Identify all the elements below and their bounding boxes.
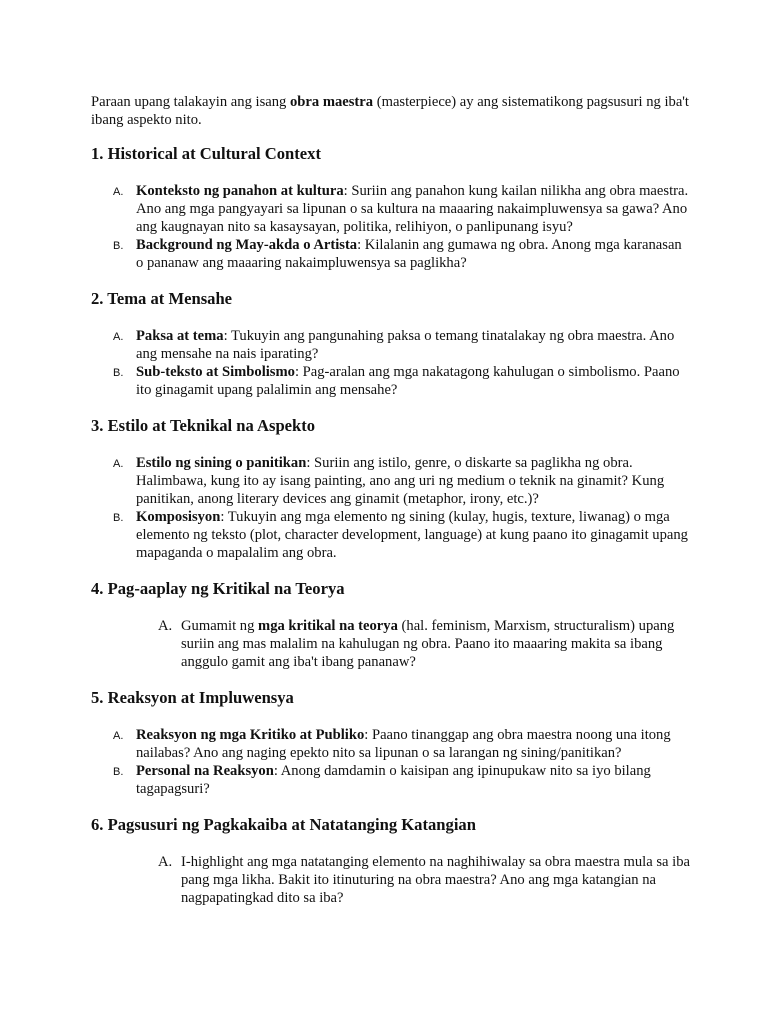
list-item-text: Komposisyon: Tukuyin ang mga elemento ng sining (kulay, hugis, texture, liwanag) o mga elemento ng teksto (plot, character development, language) at kung paano ito ginagamit upang mapaganda o mapalalim ang obra. [136, 509, 688, 561]
list-marker: A. [158, 618, 173, 634]
section-list [91, 853, 691, 907]
list-item-bold-term: Paksa at tema [136, 328, 224, 344]
section-list [91, 327, 691, 399]
list-marker: A. [113, 186, 124, 198]
section-heading: 5. Reaksyon at Impluwensya [91, 688, 294, 707]
list-item-text: Estilo ng sining o panitikan: Suriin ang istilo, genre, o diskarte sa paglikha ng obra. Halimbawa, kung ito ay isang painting, ano ang uri ng medium o teknik na ginamit? Kung panitikan, anong literary devices ang ginamit (metaphor, irony, etc.)? [136, 455, 665, 507]
list-marker: A. [113, 458, 124, 470]
list-marker: A. [113, 331, 124, 343]
list-item-bold-term: Komposisyon [136, 509, 221, 525]
section-list [91, 454, 691, 562]
list-item-text: Paksa at tema: Tukuyin ang pangunahing paksa o temang tinatalakay ng obra maestra. Ano ang mensahe na nais iparating? [136, 328, 675, 362]
list-item-bold-term: Reaksyon ng mga Kritiko at Publiko [136, 727, 365, 743]
list-item [91, 617, 691, 671]
list-item [91, 508, 691, 562]
section-list [91, 182, 691, 272]
list-item [91, 182, 691, 236]
list-item-bold-term: Estilo ng sining o panitikan [136, 455, 307, 471]
list-item [91, 454, 691, 508]
list-item-text: Gumamit ng mga kritikal na teorya (hal. feminism, Marxism, structuralism) upang suriin ang mas malalim na kahulugan ng obra. Paano ito maaaring makita sa ibang anggulo gamit ang iba't ibang pananaw? [181, 618, 675, 670]
list-item-text: Reaksyon ng mga Kritiko at Publiko: Paano tinanggap ang obra maestra noong una itong nailabas? Ano ang naging epekto nito sa lipunan o sa larangan ng sining/panitikan? [136, 727, 671, 761]
list-marker: B. [113, 512, 124, 524]
list-item-bold-term: Personal na Reaksyon [136, 763, 274, 779]
list-item-text: I-highlight ang mga natatanging elemento na naghihiwalay sa obra maestra mula sa iba pang mga likha. Bakit ito itinuturing na obra maestra? Ano ang mga katangian na nagpapatingkad dito sa iba? [181, 854, 690, 906]
section-heading: 4. Pag-aaplay ng Kritikal na Teorya [91, 579, 345, 598]
list-item-bold-term: mga kritikal na teorya [258, 618, 398, 634]
document-body [91, 93, 691, 924]
list-item [91, 236, 691, 272]
list-item [91, 363, 691, 399]
intro-text: Paraan upang talakayin ang isang [91, 94, 290, 110]
sections-container [91, 144, 691, 907]
intro-bold-term: obra maestra [289, 94, 374, 110]
intro-text-continued: (masterpiece) ay ang sistematikong pagsusuri ng iba't ibang aspekto nito. [91, 94, 689, 128]
section-heading: 3. Estilo at Teknikal na Aspekto [91, 416, 316, 435]
list-marker: B. [113, 766, 124, 778]
section-heading: 6. Pagsusuri ng Pagkakaiba at Natatanging Katangian [91, 815, 476, 834]
intro-paragraph [91, 93, 691, 129]
list-marker: B. [113, 240, 124, 252]
list-item [91, 726, 691, 762]
section-list [91, 726, 691, 798]
list-item-text: Personal na Reaksyon: Anong damdamin o kaisipan ang ipinupukaw nito sa iyo bilang tagapagsuri? [136, 763, 651, 797]
list-item [91, 327, 691, 363]
list-item-text: Sub-teksto at Simbolismo: Pag-aralan ang mga nakatagong kahulugan o simbolismo. Paano ito ginagamit upang palalimin ang mensahe? [136, 364, 680, 398]
list-item-bold-term: Background ng May-akda o Artista [136, 237, 358, 253]
list-item [91, 853, 691, 907]
section-list [91, 617, 691, 671]
list-item-text: Background ng May-akda o Artista: Kilalanin ang gumawa ng obra. Anong mga karanasan o pananaw ang maaaring nakaimpluwensya sa paglikha? [136, 237, 682, 271]
section-heading: 1. Historical at Cultural Context [91, 144, 321, 163]
section-heading: 2. Tema at Mensahe [91, 289, 233, 308]
list-item-text: Konteksto ng panahon at kultura: Suriin ang panahon kung kailan nilikha ang obra maestra. Ano ang mga pangyayari sa lipunan o sa kultura na maaaring nakaimpluwensya sa gawa? Ano ang kaugnayan nito sa kasaysayan, politika, relihiyon, o panlipunang isyu? [136, 183, 689, 235]
list-item [91, 762, 691, 798]
list-item-bold-term: Konteksto ng panahon at kultura [136, 183, 344, 199]
list-marker: A. [113, 730, 124, 742]
list-marker: A. [158, 854, 173, 870]
list-marker: B. [113, 367, 124, 379]
list-item-bold-term: Sub-teksto at Simbolismo [136, 364, 295, 380]
